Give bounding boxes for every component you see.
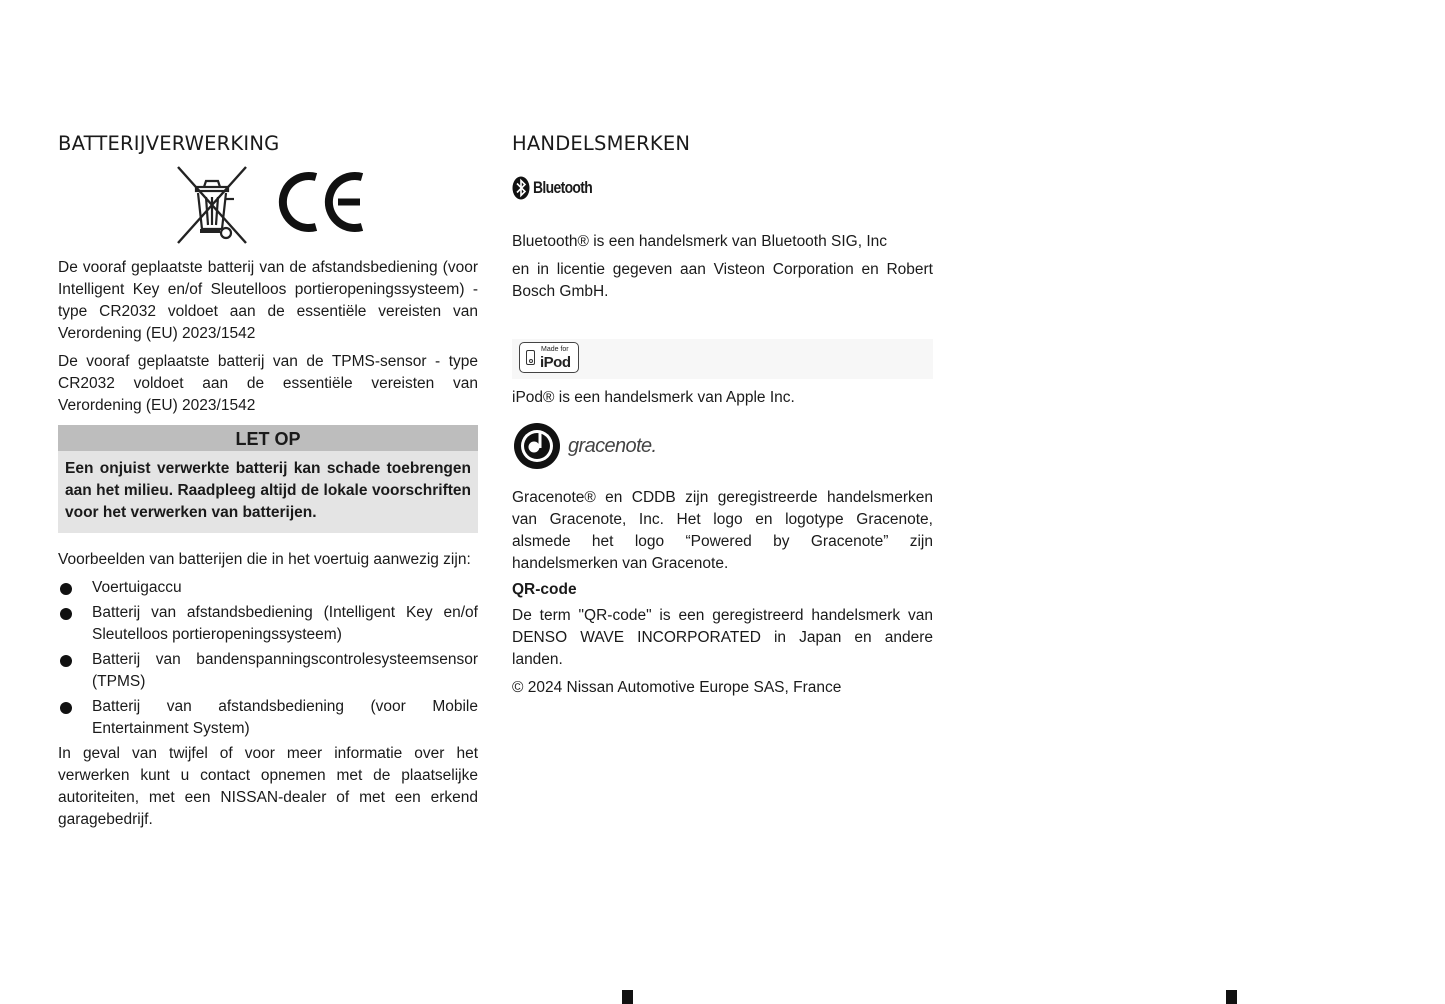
- made-for-ipod-badge: [519, 342, 579, 373]
- trademarks-section: [512, 132, 933, 705]
- caution-box: [58, 425, 478, 533]
- ipod-device-icon: [526, 350, 535, 365]
- bullet-icon: [60, 702, 72, 714]
- battery-paragraph-tpms: De vooraf geplaatste batterij van de TPMS-sensor - type CR2032 voldoet aan de essentiële vereisten van Verordening (EU) 2023/1542: [58, 353, 478, 414]
- gracenote-logo: [512, 421, 933, 471]
- bluetooth-icon: [512, 176, 530, 200]
- ipod-logo-band: [512, 339, 933, 379]
- qr-code-heading: QR-code: [512, 581, 577, 598]
- examples-intro: Voorbeelden van batterijen die in het voertuig aanwezig zijn:: [58, 551, 471, 568]
- qr-code-trademark-text: De term "QR-code" is een geregistreerd handelsmerk van DENSO WAVE INCORPORATED in Japan en andere landen.: [512, 607, 933, 668]
- battery-logos: [58, 163, 478, 251]
- copyright-text: © 2024 Nissan Automotive Europe SAS, France: [512, 679, 842, 696]
- bluetooth-license-text: en in licentie gegeven aan Visteon Corporation en Robert Bosch GmbH.: [512, 261, 933, 300]
- battery-paragraph-remote: De vooraf geplaatste batterij van de afstandsbediening (voor Intelligent Key en/of Sleutelloos portieropeningssysteem) - type CR2032 voldoet aan de essentiële vereisten van Verordening (EU) 2023/1542: [58, 259, 478, 342]
- bluetooth-logo-text: Bluetooth: [533, 178, 593, 197]
- bluetooth-trademark-text: Bluetooth® is een handelsmerk van Bluetooth SIG, Inc: [512, 233, 888, 250]
- list-item: [58, 696, 478, 740]
- battery-closing-paragraph: In geval van twijfel of voor meer informatie over het verwerken kunt u contact opnemen met de plaatselijke autoriteiten, met een NISSAN-dealer of met een erkend garagebedrijf.: [58, 745, 478, 828]
- ce-mark-icon: [278, 169, 368, 235]
- battery-examples-list: [58, 577, 478, 740]
- list-item: [58, 649, 478, 693]
- battery-section-title: BATTERIJVERWERKING: [58, 132, 280, 155]
- bluetooth-logo: [512, 173, 933, 203]
- ipod-badge-big-text: iPod: [540, 354, 571, 371]
- gracenote-trademark-text: Gracenote® en CDDB zijn geregistreerde handelsmerken van Gracenote, Inc. Het logo en logotype Gracenote, alsmede het logo “Powered by Gracenote” zijn handelsmerken van Gracenote.: [512, 489, 933, 572]
- gracenote-logo-text: gracenote.: [568, 434, 657, 457]
- battery-section: [58, 132, 478, 837]
- caution-heading: LET OP: [58, 425, 478, 451]
- gracenote-icon: [512, 421, 562, 471]
- bullet-icon: [60, 655, 72, 667]
- bullet-icon: [60, 608, 72, 620]
- list-item-text: Batterij van afstandsbediening (voor Mobile Entertainment System): [92, 698, 478, 737]
- list-item-text: Batterij van afstandsbediening (Intelligent Key en/of Sleutelloos portieropeningssysteem): [92, 604, 478, 643]
- list-item: [58, 602, 478, 646]
- trademarks-section-title: HANDELSMERKEN: [512, 132, 691, 155]
- ipod-badge-small-text: Made for: [541, 346, 569, 353]
- weee-crossed-bin-icon: [170, 163, 254, 247]
- bullet-icon: [60, 583, 72, 595]
- list-item: [58, 577, 478, 599]
- crop-mark: [622, 990, 633, 1004]
- caution-text: Een onjuist verwerkte batterij kan schade toebrengen aan het milieu. Raadpleeg altijd de lokale voorschriften voor het verwerken van batterijen.: [65, 460, 471, 521]
- list-item-text: Batterij van bandenspanningscontrolesysteemsensor (TPMS): [92, 651, 478, 690]
- list-item-text: Voertuigaccu: [92, 579, 182, 596]
- ipod-trademark-text: iPod® is een handelsmerk van Apple Inc.: [512, 389, 795, 406]
- crop-mark: [1226, 990, 1237, 1004]
